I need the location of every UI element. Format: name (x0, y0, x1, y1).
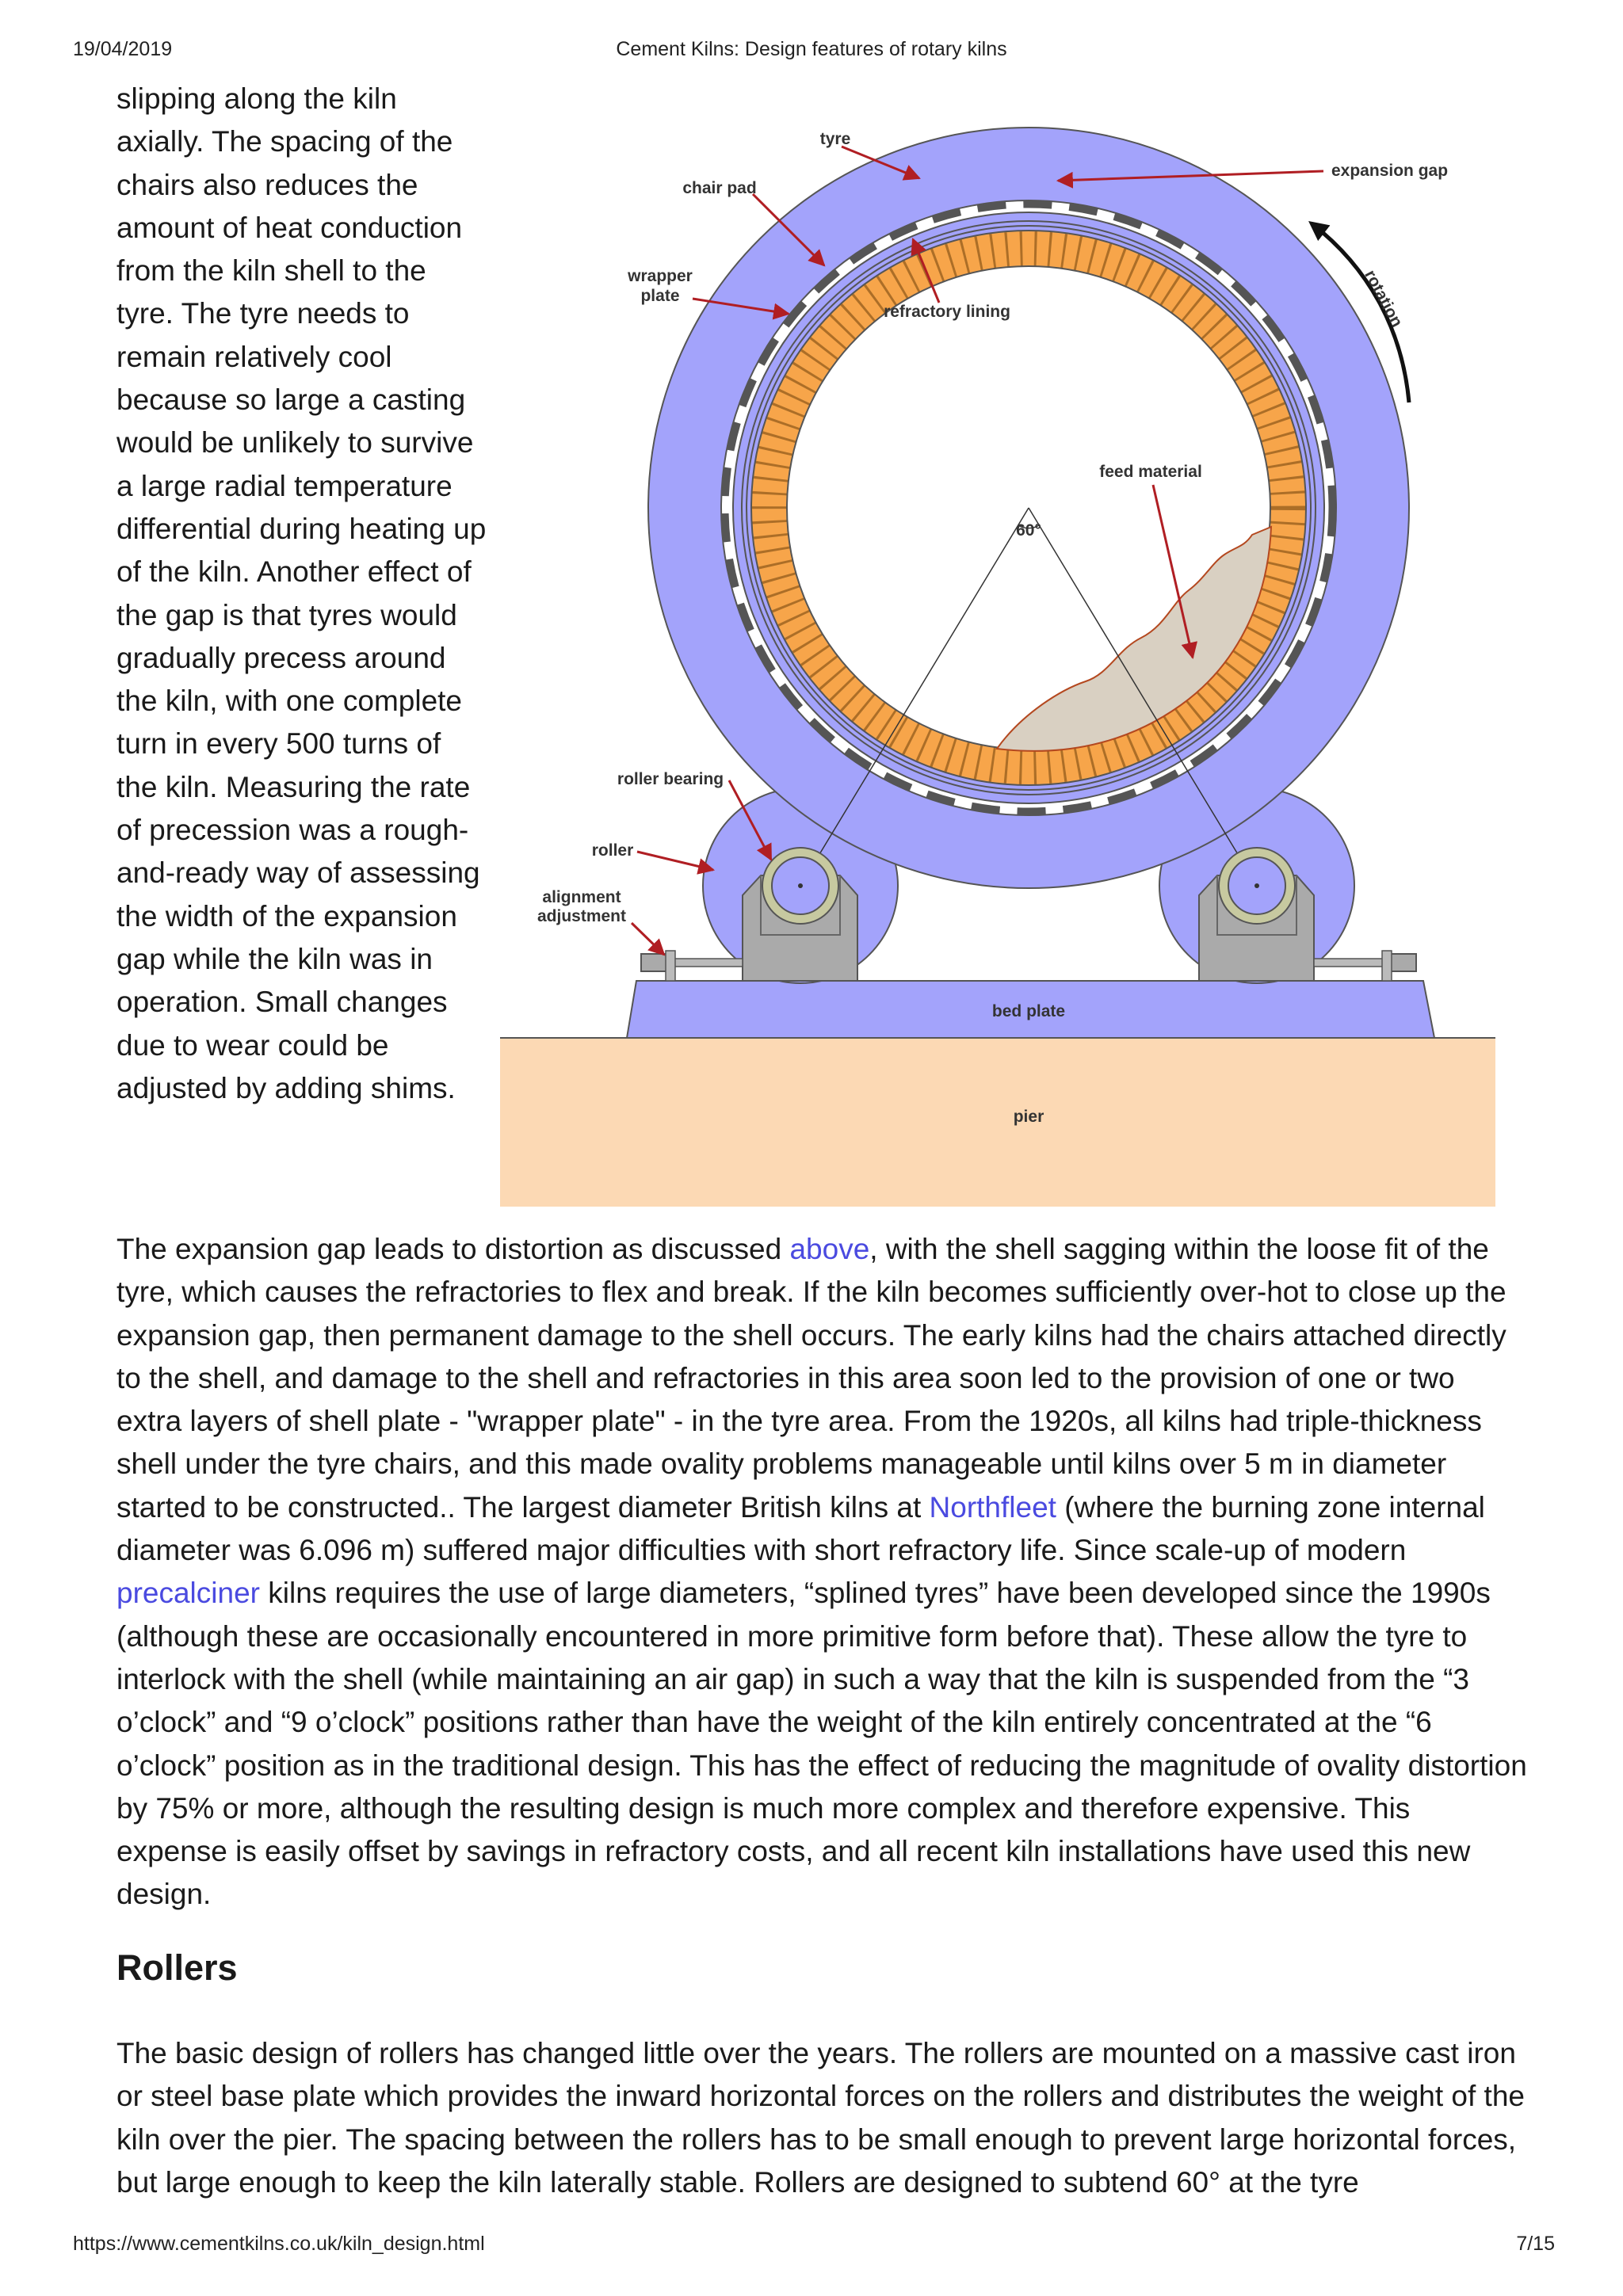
link-precalciner[interactable]: precalciner (116, 1577, 260, 1610)
alignment-bolt-right (1314, 951, 1416, 981)
label-pier: pier (1013, 1108, 1044, 1126)
label-refractory-lining: refractory lining (884, 303, 1010, 321)
label-roller: roller (591, 841, 634, 860)
header-date: 19/04/2019 (73, 38, 173, 60)
label-expansion-gap: expansion gap (1331, 162, 1449, 180)
header-title: Cement Kilns: Design features of rotary kilns (616, 38, 1007, 60)
section-heading-rollers: Rollers (116, 1947, 238, 1988)
alignment-bolt-left (641, 951, 743, 981)
label-roller-bearing: roller bearing (617, 770, 724, 788)
label-chair-pad: chair pad (682, 179, 757, 197)
pier (500, 1038, 1495, 1207)
label-tyre: tyre (819, 130, 851, 148)
footer-url: https://www.cementkilns.co.uk/kiln_design.html (73, 2233, 485, 2255)
paragraph-rollers: The basic design of rollers has changed little over the years. The rollers are mounted on a massive cast iron or steel base plate which provides the inward horizontal forces on the rollers and distributes the weight of the kiln over the pier. The spacing between the rollers has to be small enough to prevent large horizontal forces, but large enough to keep the kiln laterally stable. Rollers are designed to subtend 60° at the tyre (116, 2037, 1525, 2199)
label-bed-plate: bed plate (991, 1002, 1066, 1020)
paragraph-expansion-gap: The expansion gap leads to distortion as discussed above, with the shell sagging within the loose fit of the tyre, which causes the refractories to flex and break. If the kiln becomes sufficiently over-hot to close up the expansion gap, then permanent damage to the shell occurs. The early kilns had the chairs attached directly to the shell, and damage to the shell and refractories in this area soon led to the provision of one or two extra layers of shell plate - "wrapper plate" - in the tyre area. From the 1920s, all kilns had triple-thickness shell under the tyre chairs, and this made ovality problems manageable until kilns over 5 m in diameter started to be constructed.. The largest diameter British kilns at Northfleet (where the burning zone internal diameter was 6.096 m) suffered major difficulties with short refractory life. Since scale-up of modern precalciner kilns requires the use of large diameters, “splined tyres” have been developed since the 1990s (although these are occasionally encountered in more primitive form before that). These allow the tyre to interlock with the shell (while maintaining an air gap) in such a way that the kiln is suspended from the “3 o’clock” and “9 o’clock” positions rather than have the weight of the kiln entirely concentrated at the “6 o’clock” position as in the traditional design. This has the effect of reducing the magnitude of ovality distortion by 75% or more, although the resulting design is much more complex and therefore expensive. This expense is easily offset by savings in refractory costs, and all recent kiln installations have used this new design. (116, 1233, 1527, 1911)
label-plate: plate (640, 287, 680, 305)
link-above[interactable]: above (789, 1233, 870, 1265)
kiln-tyre-diagram (500, 119, 1495, 1207)
side-paragraph: slipping along the kiln axially. The spacing of the chairs also reduces the amount of heat conduction from the kiln shell to the tyre. The tyre needs to remain relatively cool because so large a casting would be unlikely to survive a large radial temperature differential during heating up of the kiln. Another effect of the gap is that tyres would gradually precess around the kiln, with one complete turn in every 500 turns of the kiln. Measuring the rate of precession was a rough-and-ready way of assessing the width of the expansion gap while the kiln was in operation. Small changes due to wear could be adjusted by adding shims. (116, 82, 487, 1104)
label-feed-material: feed material (1099, 463, 1202, 481)
label-rotation: rotation (1361, 267, 1407, 330)
footer-page-number: 7/15 (1516, 2233, 1555, 2255)
link-northfleet[interactable]: Northfleet (929, 1490, 1056, 1524)
label-alignment: alignment (542, 888, 621, 906)
label-wrapper: wrapper (628, 267, 693, 285)
label-adjustment: adjustment (537, 907, 627, 925)
angle-label: 60° (1016, 521, 1041, 540)
